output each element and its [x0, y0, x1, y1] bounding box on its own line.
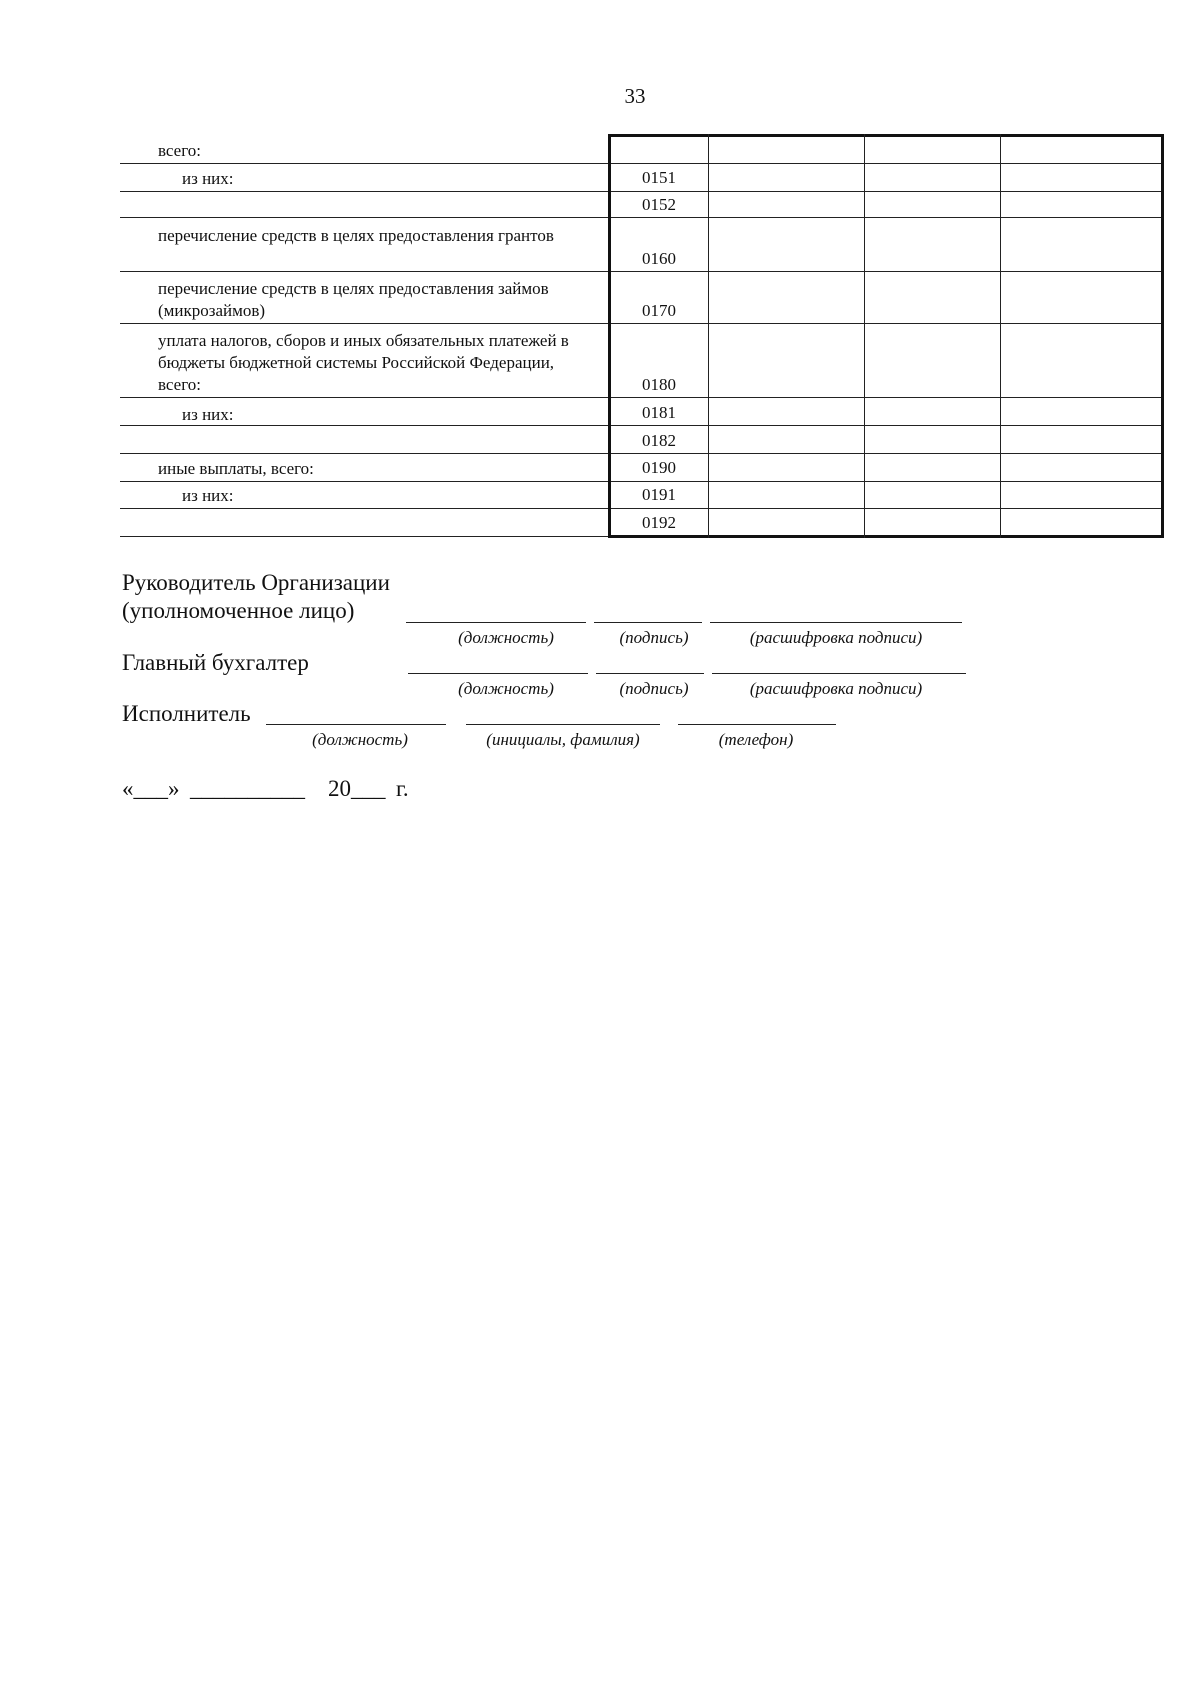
- row-code: 0190: [642, 458, 676, 477]
- executor-position-line[interactable]: [266, 724, 446, 725]
- chief-accountant-label: Главный бухгалтер: [122, 650, 309, 675]
- accountant-decoding-caption: (расшифровка подписи): [749, 679, 923, 698]
- accountant-position-caption: (должность): [458, 679, 554, 698]
- head-signature-line[interactable]: [594, 622, 702, 623]
- report-table: [120, 134, 1164, 539]
- page-number: 33: [624, 84, 646, 108]
- row-code: 0182: [642, 431, 676, 450]
- row-label-of-which: из них:: [182, 405, 234, 424]
- head-signature-caption: (подпись): [619, 628, 689, 647]
- executor-label: Исполнитель: [122, 701, 251, 726]
- row-label-of-which: из них:: [182, 486, 234, 505]
- row-label-other-payments: иные выплаты, всего:: [158, 459, 314, 478]
- row-label-of-which: из них:: [182, 169, 234, 188]
- executor-phone-caption: (телефон): [718, 730, 794, 749]
- executor-position-caption: (должность): [312, 730, 408, 749]
- date-month[interactable]: __________: [190, 776, 305, 801]
- row-label-total: всего:: [158, 141, 201, 160]
- head-decoding-line[interactable]: [710, 622, 962, 623]
- head-position-caption: (должность): [458, 628, 554, 647]
- row-code: 0170: [642, 301, 676, 320]
- accountant-signature-caption: (подпись): [619, 679, 689, 698]
- row-code: 0152: [642, 195, 676, 214]
- row-label-grants: перечисление средств в целях предоставления грантов: [158, 226, 554, 245]
- row-code: 0181: [642, 403, 676, 422]
- row-code: 0191: [642, 485, 676, 504]
- head-position-line[interactable]: [406, 622, 586, 623]
- accountant-signature-line[interactable]: [596, 673, 704, 674]
- head-decoding-caption: (расшифровка подписи): [749, 628, 923, 647]
- row-code: 0192: [642, 513, 676, 532]
- row-label-loans: перечисление средств в целях предоставления займов (микрозаймов): [158, 279, 549, 320]
- date-day[interactable]: «___»: [122, 776, 180, 801]
- accountant-position-line[interactable]: [408, 673, 588, 674]
- row-code: 0180: [642, 375, 676, 394]
- row-label-taxes: уплата налогов, сборов и иных обязательных платежей в бюджеты бюджетной системы Российской Федерации, всего:: [158, 331, 569, 394]
- date-year[interactable]: 20___: [328, 776, 386, 801]
- head-title-line1: Руководитель Организации: [122, 570, 390, 595]
- row-code: 0160: [642, 249, 676, 268]
- row-code: 0151: [642, 168, 676, 187]
- executor-name-line[interactable]: [466, 724, 660, 725]
- executor-phone-line[interactable]: [678, 724, 836, 725]
- head-title-line2: (уполномоченное лицо): [122, 598, 355, 623]
- executor-name-caption: (инициалы, фамилия): [486, 730, 640, 749]
- accountant-decoding-line[interactable]: [712, 673, 966, 674]
- date-suffix: г.: [396, 776, 409, 801]
